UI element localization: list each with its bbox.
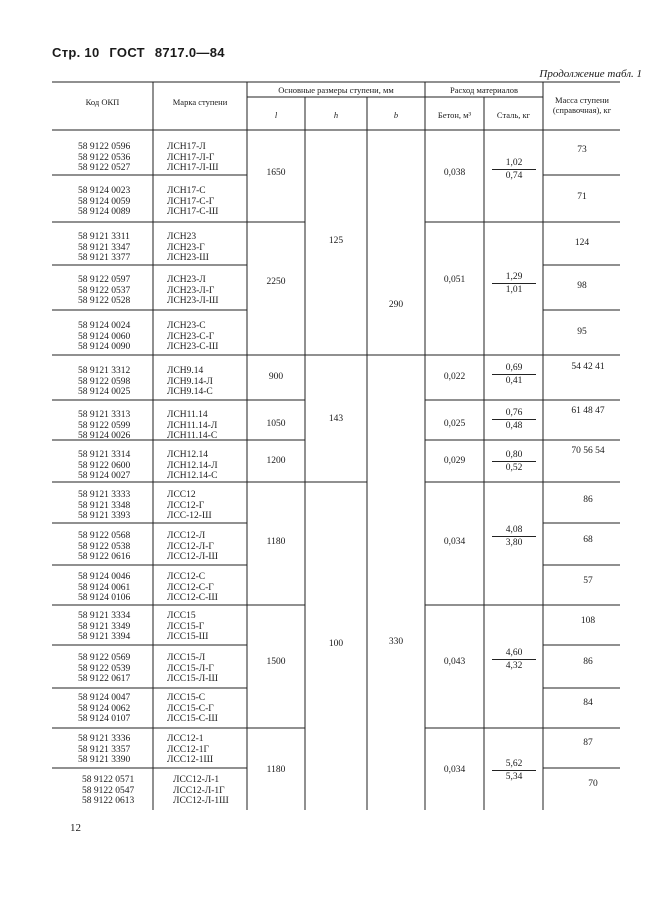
- mark-cell: ЛСН11.14 ЛСН11.14-Л ЛСН11.14-С: [167, 410, 218, 442]
- page-header: [52, 45, 231, 60]
- steel-value-denominator: 0,48: [505, 421, 523, 431]
- steel-value-numerator: 1,02: [492, 157, 536, 170]
- mark-cell: ЛСН9.14 ЛСН9.14-Л ЛСН9.14-С: [167, 366, 213, 398]
- mass-cell: 108: [580, 616, 596, 626]
- mass-cell: 70: [588, 779, 598, 789]
- code-cell: 58 9124 0046 58 9124 0061 58 9124 0106: [78, 572, 131, 604]
- steel-value-numerator: 1,29: [492, 271, 536, 284]
- l-value: 1180: [266, 537, 286, 547]
- continuation-note: Продолжение табл. 1: [539, 68, 642, 80]
- concrete-value: 0,043: [443, 657, 466, 667]
- header-dims-group: Основные размеры ступени, мм: [278, 85, 394, 95]
- header-concrete: Бетон, м³: [437, 110, 472, 120]
- steel-value-denominator: 5,34: [505, 772, 523, 782]
- mass-cell: 87: [583, 738, 593, 748]
- header-mass: Масса ступени (справочная), кг: [552, 95, 612, 115]
- steel-value: [484, 271, 544, 296]
- concrete-value: 0,051: [443, 275, 466, 285]
- mark-cell: ЛСС12-С ЛСС12-С-Г ЛСС12-С-Ш: [167, 572, 218, 604]
- mass-cell: 61 48 47: [571, 406, 605, 416]
- steel-value: [484, 362, 544, 387]
- mass-cell: 95: [577, 327, 587, 337]
- l-value: 1650: [266, 168, 286, 178]
- concrete-value: 0,022: [443, 372, 466, 382]
- steel-value-numerator: 4,08: [492, 524, 536, 537]
- b-value: 290: [388, 300, 404, 310]
- mark-cell: ЛСС15 ЛСС15-Г ЛСС15-Ш: [167, 611, 209, 643]
- mark-cell: ЛСН17-Л ЛСН17-Л-Г ЛСН17-Л-Ш: [167, 142, 219, 174]
- mark-cell: ЛСС15-С ЛСС15-С-Г ЛСС15-С-Ш: [167, 693, 218, 725]
- mark-cell: ЛСН17-С ЛСН17-С-Г ЛСН17-С-Ш: [167, 186, 219, 218]
- steel-value: [484, 524, 544, 549]
- code-cell: 58 9121 3312 58 9122 0598 58 9124 0025: [78, 366, 131, 398]
- header-l: l: [274, 110, 278, 120]
- b-value: 330: [388, 637, 404, 647]
- mass-cell: 86: [583, 495, 593, 505]
- steel-value-denominator: 0,52: [505, 463, 523, 473]
- mass-cell: 84: [583, 698, 593, 708]
- steel-value-numerator: 0,76: [492, 407, 536, 420]
- concrete-value: 0,034: [443, 537, 466, 547]
- concrete-value: 0,034: [443, 765, 466, 775]
- mark-cell: ЛСС12 ЛСС12-Г ЛСС-12-Ш: [167, 490, 212, 522]
- code-cell: 58 9121 3311 58 9121 3347 58 9121 3377: [78, 232, 131, 264]
- header-code: Код ОКП: [85, 97, 120, 107]
- steel-value-numerator: 5,62: [492, 758, 536, 771]
- steel-value: [484, 758, 544, 783]
- mark-cell: ЛСС12-Л-1 ЛСС12-Л-1Г ЛСС12-Л-1Ш: [173, 775, 229, 807]
- steel-value-numerator: 0,80: [492, 449, 536, 462]
- code-cell: 58 9121 3336 58 9121 3357 58 9121 3390: [78, 734, 131, 766]
- mark-cell: ЛСН23 ЛСН23-Г ЛСН23-Ш: [167, 232, 209, 264]
- code-cell: 58 9124 0047 58 9124 0062 58 9124 0107: [78, 693, 131, 725]
- code-cell: 58 9121 3313 58 9122 0599 58 9124 0026: [78, 410, 131, 442]
- code-cell: 58 9122 0568 58 9122 0538 58 9122 0616: [78, 531, 131, 563]
- code-cell: 58 9124 0023 58 9124 0059 58 9124 0089: [78, 186, 131, 218]
- code-cell: 58 9121 3334 58 9121 3349 58 9121 3394: [78, 611, 131, 643]
- steel-value-numerator: 4,60: [492, 647, 536, 660]
- mark-cell: ЛСС12-1 ЛСС12-1Г ЛСС12-1Ш: [167, 734, 214, 766]
- l-value: 1500: [266, 657, 286, 667]
- code-cell: 58 9121 3333 58 9121 3348 58 9121 3393: [78, 490, 131, 522]
- mark-cell: ЛСН23-С ЛСН23-С-Г ЛСН23-С-Ш: [167, 321, 219, 353]
- code-cell: 58 9124 0024 58 9124 0060 58 9124 0090: [78, 321, 131, 353]
- mass-cell: 57: [583, 576, 593, 586]
- mark-cell: ЛСН23-Л ЛСН23-Л-Г ЛСН23-Л-Ш: [167, 275, 219, 307]
- mass-cell: 98: [577, 281, 587, 291]
- h-value: 125: [328, 236, 344, 246]
- h-value: 100: [328, 639, 344, 649]
- l-value: 1200: [266, 456, 286, 466]
- mass-cell: 124: [574, 238, 590, 248]
- steel-value: [484, 407, 544, 432]
- steel-value-denominator: 0,74: [505, 171, 523, 181]
- l-value: 1180: [266, 765, 286, 775]
- header-consumption-group: Расход материалов: [449, 85, 519, 95]
- h-value: 143: [328, 414, 344, 424]
- concrete-value: 0,029: [443, 456, 466, 466]
- header-steel: Сталь, кг: [496, 110, 531, 120]
- concrete-value: 0,038: [443, 168, 466, 178]
- page-label: Стр. 10: [52, 45, 100, 60]
- code-cell: 58 9122 0596 58 9122 0536 58 9122 0527: [78, 142, 131, 174]
- l-value: 1050: [266, 419, 286, 429]
- steel-value: [484, 449, 544, 474]
- code-cell: 58 9122 0597 58 9122 0537 58 9122 0528: [78, 275, 131, 307]
- mass-cell: 86: [583, 657, 593, 667]
- steel-value: [484, 647, 544, 672]
- mark-cell: ЛСН12.14 ЛСН12.14-Л ЛСН12.14-С: [167, 450, 218, 482]
- code-cell: 58 9122 0571 58 9122 0547 58 9122 0613: [82, 775, 135, 807]
- mass-cell: 54 42 41: [571, 362, 605, 372]
- header-mark: Марка ступени: [172, 97, 228, 107]
- l-value: 900: [268, 372, 284, 382]
- page-number: 12: [70, 822, 81, 834]
- code-cell: 58 9121 3314 58 9122 0600 58 9124 0027: [78, 450, 131, 482]
- steel-value-denominator: 3,80: [505, 538, 523, 548]
- steel-value-denominator: 4,32: [505, 661, 523, 671]
- l-value: 2250: [266, 277, 286, 287]
- steel-value-denominator: 0,41: [505, 376, 523, 386]
- steel-value-denominator: 1,01: [505, 285, 523, 295]
- header-h: h: [333, 110, 339, 120]
- header-b: b: [393, 110, 399, 120]
- mass-cell: 73: [577, 145, 587, 155]
- standard-label: ГОСТ: [109, 45, 145, 60]
- code-cell: 58 9122 0569 58 9122 0539 58 9122 0617: [78, 653, 131, 685]
- standard-number: 8717.0—84: [154, 45, 225, 60]
- mark-cell: ЛСС15-Л ЛСС15-Л-Г ЛСС15-Л-Ш: [167, 653, 218, 685]
- mass-cell: 71: [577, 192, 587, 202]
- steel-value-numerator: 0,69: [492, 362, 536, 375]
- mark-cell: ЛСС12-Л ЛСС12-Л-Г ЛСС12-Л-Ш: [167, 531, 218, 563]
- concrete-value: 0,025: [443, 419, 466, 429]
- mass-cell: 70 56 54: [571, 446, 605, 456]
- steel-value: [484, 157, 544, 182]
- mass-cell: 68: [583, 535, 593, 545]
